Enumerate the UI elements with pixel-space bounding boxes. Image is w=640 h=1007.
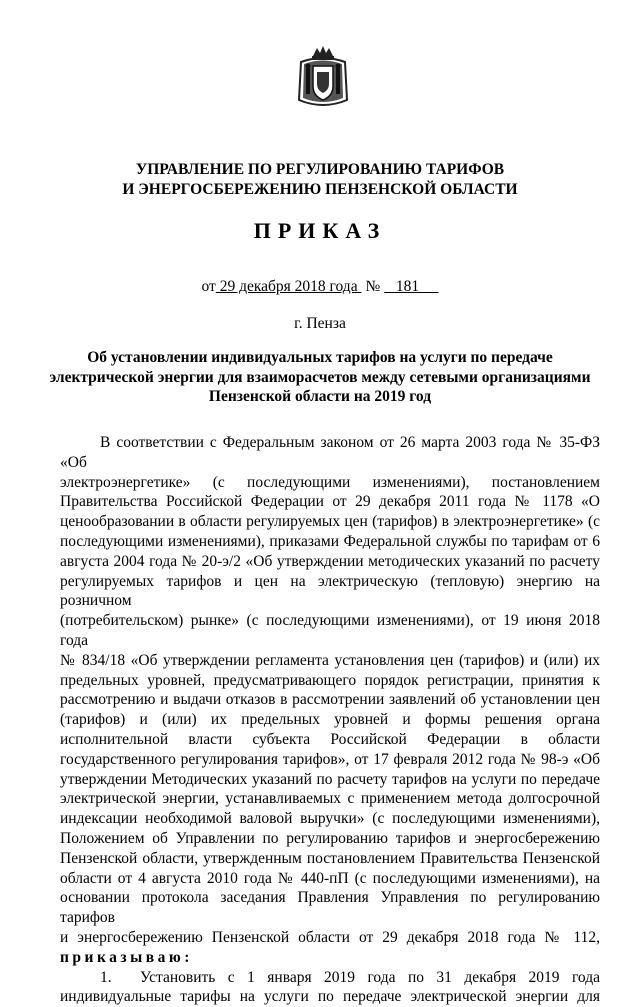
date-prefix: от xyxy=(201,278,216,295)
agency-name-line2: И ЭНЕРГОСБЕРЕЖЕНИЮ ПЕНЗЕНСКОЙ ОБЛАСТИ xyxy=(122,181,518,198)
item-1-number: 1. xyxy=(100,968,112,986)
body-line: индексации необходимой валовой выручки» (с последующими изменениями), xyxy=(60,810,600,828)
body-line: № 834/18 «Об утверждении регламента установления цен (тарифов) и (или) их xyxy=(60,651,600,669)
body-line: электрической энергии, устанавливаемых с применением метода долгосрочной xyxy=(60,790,600,808)
body-line: и энергосбережению Пензенской области от 29 декабря 2018 года № 112, xyxy=(60,928,600,946)
order-subject xyxy=(40,348,600,407)
body-line: В соответствии с Федеральным законом от 26 марта 2003 года № 35-ФЗ «Об xyxy=(60,434,600,471)
item-1-line-1 xyxy=(60,968,600,988)
body-line: последующими изменениями), приказами Федеральной службы по тарифам от 6 xyxy=(60,532,600,550)
city: г. Пенза xyxy=(294,315,346,332)
body-line: Правительства Российской Федерации от 29 декабря 2011 года № 1178 «О xyxy=(60,493,600,511)
body-line: основании протокола заседания Правления Управления по регулированию тарифов xyxy=(60,889,600,927)
body-line: электроэнергетике» (с последующими изменениями), постановлением xyxy=(60,473,600,491)
subject-line-2: электрической энергии для взаиморасчетов между сетевыми организациями xyxy=(49,368,591,386)
order-word: приказываю: xyxy=(60,948,193,966)
order-date: 29 декабря 2018 года xyxy=(215,278,362,295)
item-1-text-1: Установить с 1 января 2019 года по 31 декабря 2019 года xyxy=(140,968,600,986)
coat-of-arms-icon xyxy=(295,44,351,110)
order-date-number-line xyxy=(0,277,640,297)
body-line: (тарифов) и (или) их предельных уровней и формы решения органа xyxy=(60,711,600,729)
body-line: предельных уровней, предусматривающего порядок регистрации, принятия к xyxy=(60,671,600,689)
order-number: 181 xyxy=(384,278,439,295)
body-line: утверждении Методических указаний по расчету тарифов на услуги по передаче xyxy=(60,770,600,788)
body-line: области от 4 августа 2010 года № 440-пП (с последующими изменениями), на xyxy=(60,869,600,887)
body-line: Пензенской области, утвержденным постановлением Правительства Пензенской xyxy=(60,849,600,867)
subject-line-3: Пензенской области на 2019 год xyxy=(208,388,432,405)
body-line: Положением об Управлении по регулированию тарифов и энергосбережению xyxy=(60,829,600,847)
body-line: августа 2004 года № 20-э/2 «Об утверждении методических указаний по расчету xyxy=(60,552,600,570)
agency-name-line1: УПРАВЛЕНИЕ ПО РЕГУЛИРОВАНИЮ ТАРИФОВ xyxy=(135,161,505,178)
subject-line-1: Об установлении индивидуальных тарифов на услуги по передаче xyxy=(87,349,553,366)
body-line: исполнительной власти субъекта Российской Федерации в области xyxy=(60,730,600,748)
body-line: ценообразовании в области регулируемых цен (тарифов) в электроэнергетике» (с xyxy=(60,513,600,531)
item-1-line-2: индивидуальные тарифы на услуги по передаче электрической энергии для xyxy=(60,988,600,1006)
document-type-title: ПРИКАЗ xyxy=(253,218,387,243)
body-line: рассмотрению и выдачи отказов в рассмотрении заявлений об установлении цен xyxy=(60,691,600,709)
order-word-line xyxy=(60,948,600,968)
body-line: регулируемых тарифов и цен на электрическую (тепловую) энергию на розничном xyxy=(60,572,600,610)
order-body xyxy=(60,433,600,1007)
body-line: государственного регулирования тарифов», от 17 февраля 2012 года № 98-э «Об xyxy=(60,750,600,768)
number-sign: № xyxy=(365,278,381,295)
body-line: (потребительском) рынке» (с последующими изменениями), от 19 июня 2018 года xyxy=(60,612,600,649)
